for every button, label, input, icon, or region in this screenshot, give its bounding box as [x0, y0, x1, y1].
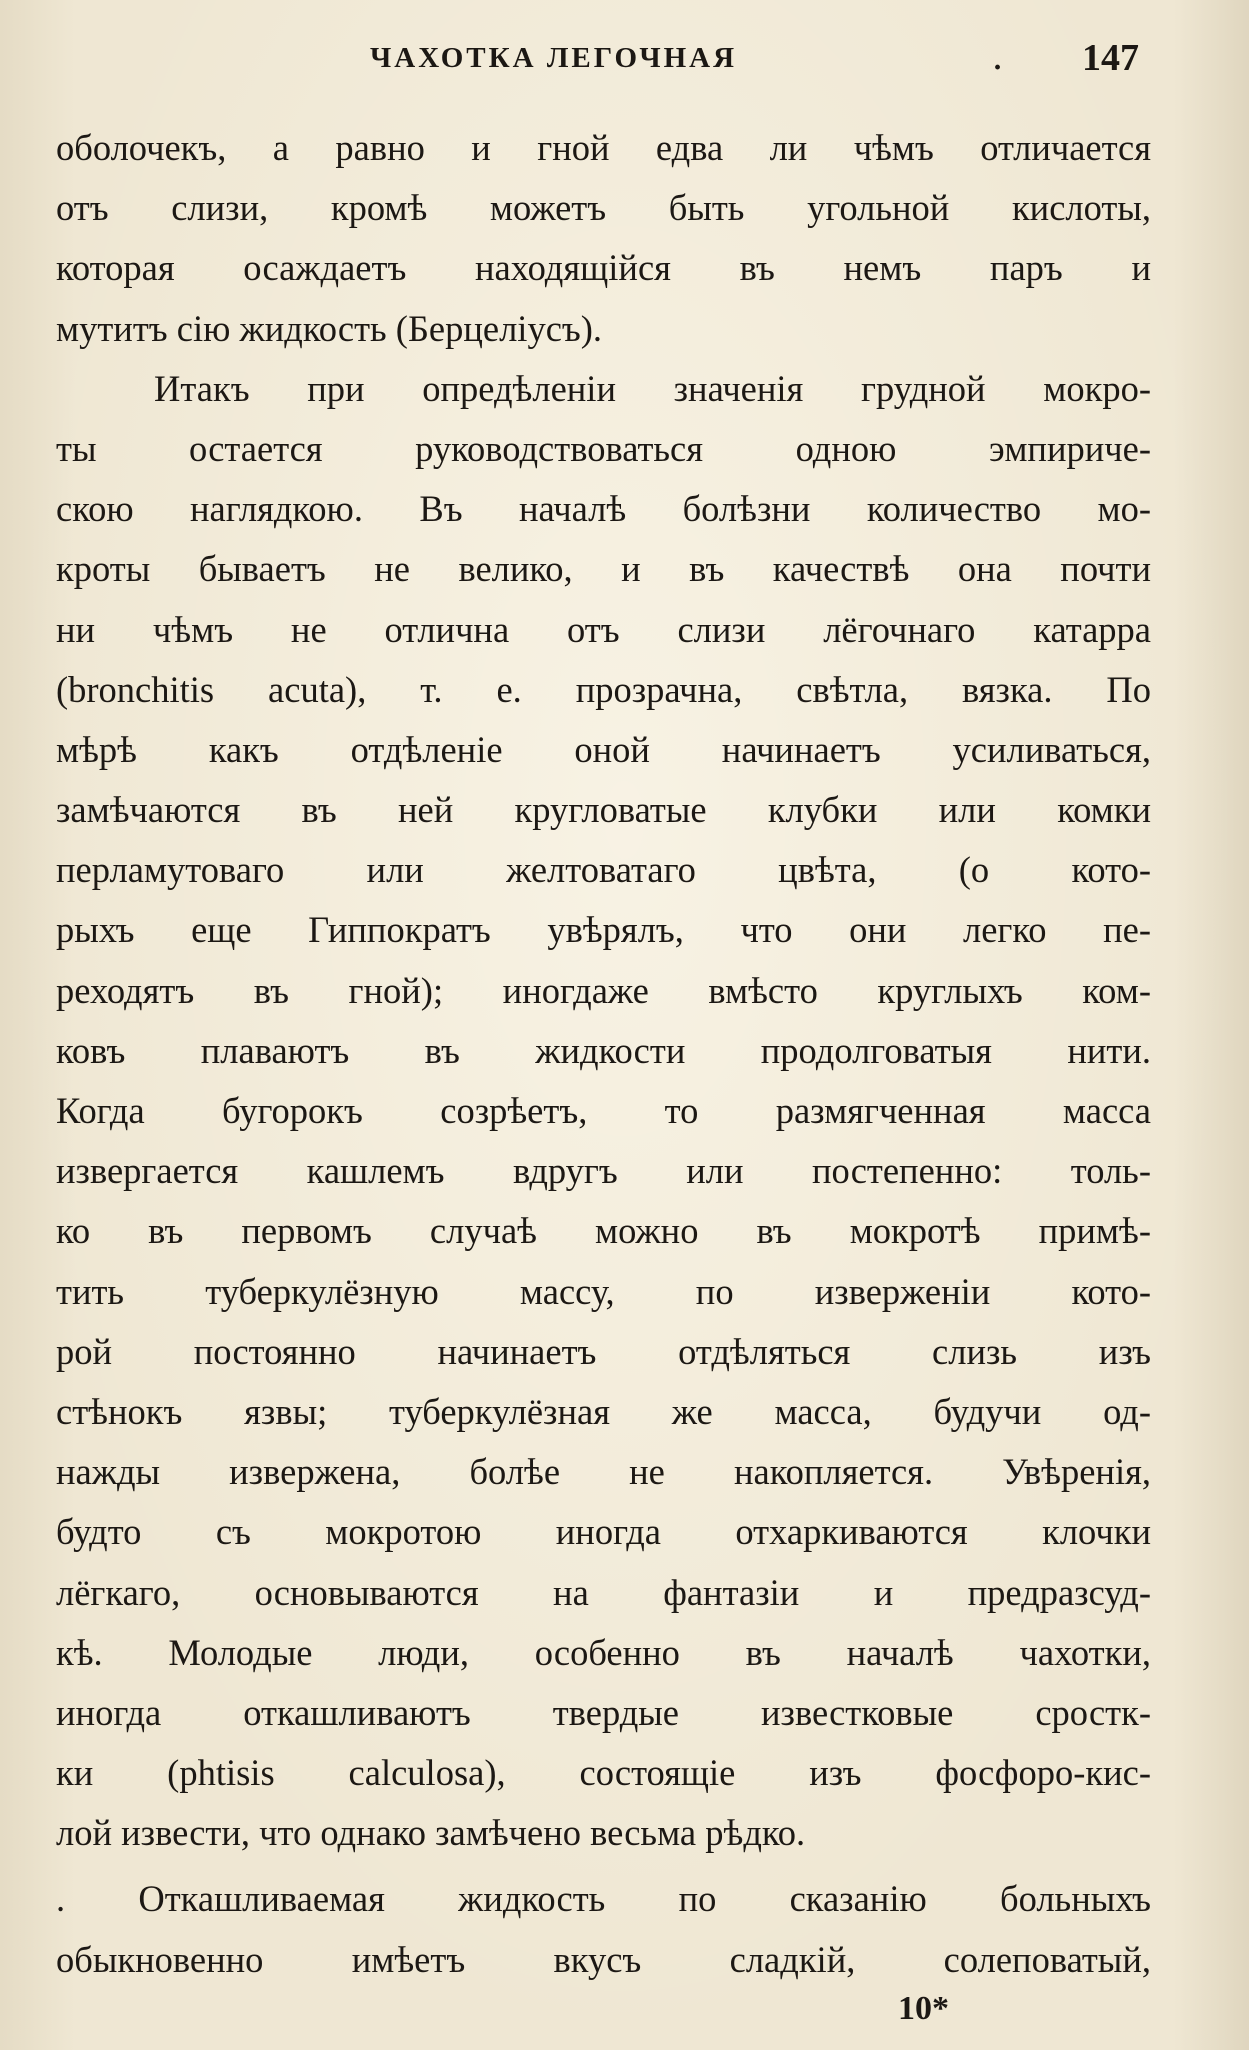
- text-line: замѣчаются въ ней кругловатые клубки или комки: [56, 789, 1151, 831]
- text-line: оболочекъ, а равно и гной едва ли чѣмъ отличается: [56, 127, 1151, 168]
- page-number: 147: [1082, 37, 1139, 79]
- text-line: ковъ плаваютъ въ жидкости продолговатыя нити.: [56, 1029, 1151, 1071]
- text-line: ни чѣмъ не отлична отъ слизи лёгочнаго катарра: [56, 608, 1151, 650]
- text-line: Когда бугорокъ созрѣетъ, то размягченная масса: [56, 1090, 1151, 1131]
- signature-mark: 10*: [898, 1990, 949, 2027]
- text-line: Итакъ при опредѣленіи значенія грудной мокро-: [154, 367, 1151, 409]
- text-line: извергается кашлемъ вдругъ или постепенно: толь-: [56, 1150, 1151, 1192]
- text-line: которая осаждаетъ находящійся въ немъ паръ и: [56, 247, 1151, 289]
- text-line: кѣ. Молодые люди, особенно въ началѣ чахотки,: [56, 1631, 1151, 1673]
- text-line: . Откашливаемая жидкость по сказанію больныхъ: [56, 1878, 1151, 1920]
- text-line: реходятъ въ гной); иногдаже вмѣсто круглыхъ ком-: [56, 969, 1151, 1011]
- text-line: перламутоваго или желтоватаго цвѣта, (о кото-: [56, 849, 1151, 891]
- text-line: ко въ первомъ случаѣ можно въ мокротѣ примѣ-: [56, 1210, 1151, 1252]
- text-line: тить туберкулёзную массу, по изверженіи кото-: [56, 1270, 1151, 1312]
- text-line: отъ слизи, кромѣ можетъ быть угольной кислоты,: [56, 187, 1151, 229]
- text-line: скою наглядкою. Въ началѣ болѣзни количество мо-: [56, 488, 1151, 530]
- text-line: ты остается руководствоваться одною эмпириче-: [56, 427, 1151, 469]
- text-line: лой извести, что однако замѣчено весьма рѣдко.: [56, 1812, 806, 1854]
- text-line: иногда откашливаютъ твердые известковые сростк-: [56, 1691, 1151, 1733]
- body-text: [56, 118, 1151, 1990]
- text-line: лёгкаго, основываются на фантазіи и предразсуд-: [56, 1571, 1151, 1613]
- text-line: рой постоянно начинаетъ отдѣляться слизь изъ: [56, 1330, 1151, 1372]
- text-line: мѣрѣ какъ отдѣленіе оной начинаетъ усиливаться,: [56, 728, 1151, 770]
- text-line: (bronchitis acuta), т. е. прозрачна, свѣтла, вязка. По: [56, 668, 1151, 710]
- text-line: ки (phtisis calculosa), состоящіе изъ фосфоро-кис-: [56, 1752, 1151, 1794]
- running-head-dot: .: [993, 46, 1003, 76]
- text-line: мутитъ сію жидкость (Берцеліусъ).: [56, 307, 603, 349]
- text-line: будто съ мокротою иногда отхаркиваются клочки: [56, 1511, 1151, 1553]
- text-line: рыхъ еще Гиппократъ увѣрялъ, что они легко пе-: [56, 909, 1151, 951]
- text-line: обыкновенно имѣетъ вкусъ сладкій, солеповатый,: [56, 1938, 1151, 1980]
- running-head-title: ЧАХОТКА ЛЕГОЧНАЯ: [370, 42, 738, 74]
- text-line: кроты бываетъ не велико, и въ качествѣ она почти: [56, 548, 1151, 590]
- text-line: нажды извержена, болѣе не накопляется. Увѣренія,: [56, 1451, 1151, 1493]
- text-line: стѣнокъ язвы; туберкулёзная же масса, будучи од-: [56, 1390, 1151, 1432]
